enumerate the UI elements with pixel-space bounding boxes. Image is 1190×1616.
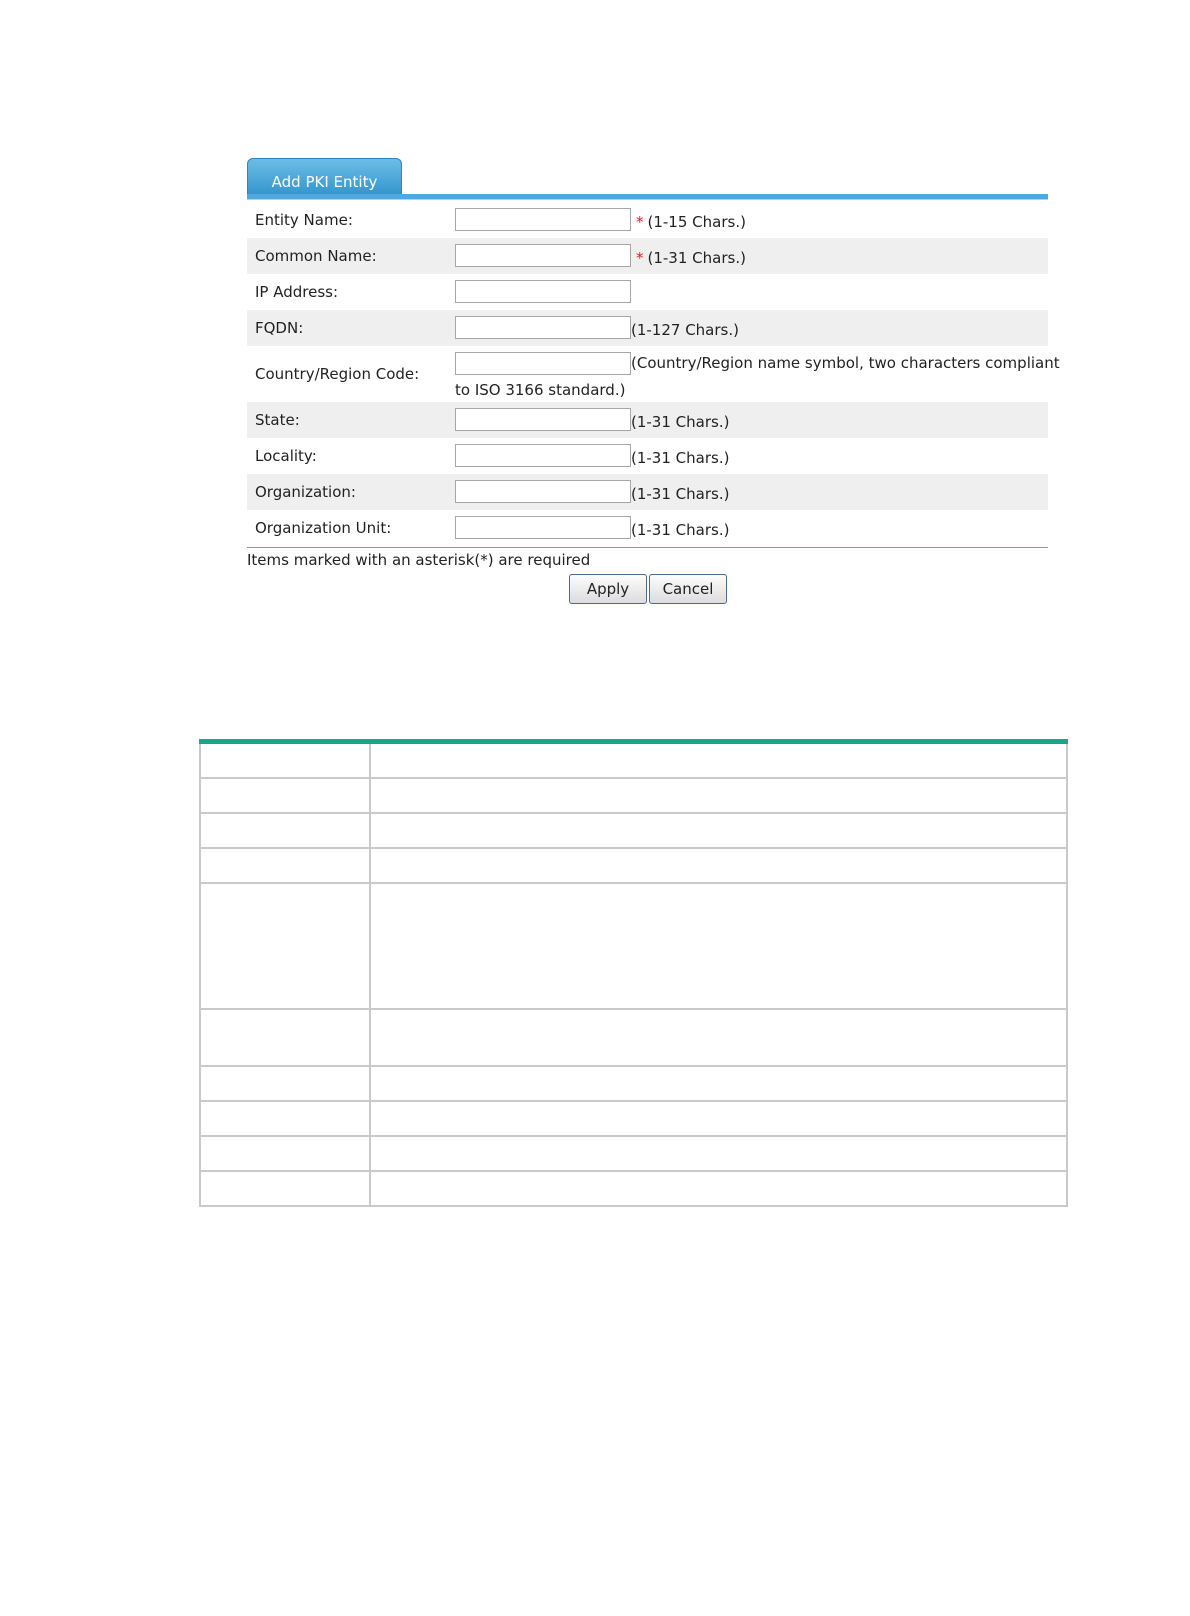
entity-name-label: Entity Name: — [255, 211, 353, 229]
ip-address-row — [247, 274, 1048, 310]
table-cell — [201, 744, 371, 777]
required-asterisk: * — [636, 213, 644, 231]
required-note: Items marked with an asterisk(*) are required — [247, 551, 591, 569]
country-region-code-hint: (Country/Region name symbol, two characters compliant — [631, 354, 1060, 372]
table-cell — [201, 1172, 371, 1205]
table-row — [199, 1010, 1068, 1067]
button-bar — [247, 574, 1048, 608]
tab-add-pki-entity[interactable]: Add PKI Entity — [247, 158, 402, 198]
table-row — [199, 1137, 1068, 1172]
apply-button[interactable]: Apply — [569, 574, 647, 604]
organization-unit-input[interactable] — [455, 516, 631, 539]
table-row — [199, 1067, 1068, 1102]
fqdn-label: FQDN: — [255, 319, 304, 337]
table-row — [199, 744, 1068, 779]
organization-label: Organization: — [255, 483, 356, 501]
table-cell — [201, 779, 371, 812]
state-input[interactable] — [455, 408, 631, 431]
table-row — [199, 1172, 1068, 1207]
locality-row — [247, 438, 1048, 474]
organization-hint: (1-31 Chars.) — [631, 485, 730, 503]
table-cell — [201, 1010, 371, 1065]
state-row — [247, 402, 1048, 438]
entity-name-row — [247, 202, 1048, 238]
country-region-code-label: Country/Region Code: — [255, 365, 420, 383]
organization-unit-row — [247, 510, 1048, 546]
entity-name-input[interactable] — [455, 208, 631, 231]
required-asterisk: * — [636, 249, 644, 267]
state-label: State: — [255, 411, 300, 429]
table-cell — [201, 884, 371, 1008]
country-region-code-hint-cont: to ISO 3166 standard.) — [455, 381, 626, 399]
locality-label: Locality: — [255, 447, 317, 465]
organization-unit-hint: (1-31 Chars.) — [631, 521, 730, 539]
table-cell — [201, 814, 371, 847]
fqdn-row — [247, 310, 1048, 346]
locality-hint: (1-31 Chars.) — [631, 449, 730, 467]
common-name-label: Common Name: — [255, 247, 377, 265]
locality-input[interactable] — [455, 444, 631, 467]
state-hint: (1-31 Chars.) — [631, 413, 730, 431]
form-divider — [247, 547, 1048, 548]
table-row — [199, 814, 1068, 849]
description-table — [199, 739, 1068, 1207]
common-name-hint: * (1-31 Chars.) — [636, 249, 746, 267]
table-cell — [201, 1102, 371, 1135]
table-row — [199, 884, 1068, 1010]
fqdn-input[interactable] — [455, 316, 631, 339]
fqdn-hint: (1-127 Chars.) — [631, 321, 739, 339]
table-cell — [201, 849, 371, 882]
entity-name-hint: * (1-15 Chars.) — [636, 213, 746, 231]
cancel-button[interactable]: Cancel — [649, 574, 727, 604]
tab-bar — [247, 158, 1048, 202]
table-cell — [201, 1067, 371, 1100]
table-cell — [201, 1137, 371, 1170]
tab-underline — [247, 194, 1048, 200]
table-row — [199, 1102, 1068, 1137]
organization-row — [247, 474, 1048, 510]
ip-address-label: IP Address: — [255, 283, 339, 301]
country-region-code-input[interactable] — [455, 352, 631, 375]
country-region-code-row — [247, 346, 1060, 402]
organization-unit-label: Organization Unit: — [255, 519, 392, 537]
add-pki-entity-panel — [247, 158, 1060, 608]
common-name-row — [247, 238, 1048, 274]
organization-input[interactable] — [455, 480, 631, 503]
common-name-input[interactable] — [455, 244, 631, 267]
table-row — [199, 779, 1068, 814]
table-row — [199, 849, 1068, 884]
ip-address-input[interactable] — [455, 280, 631, 303]
